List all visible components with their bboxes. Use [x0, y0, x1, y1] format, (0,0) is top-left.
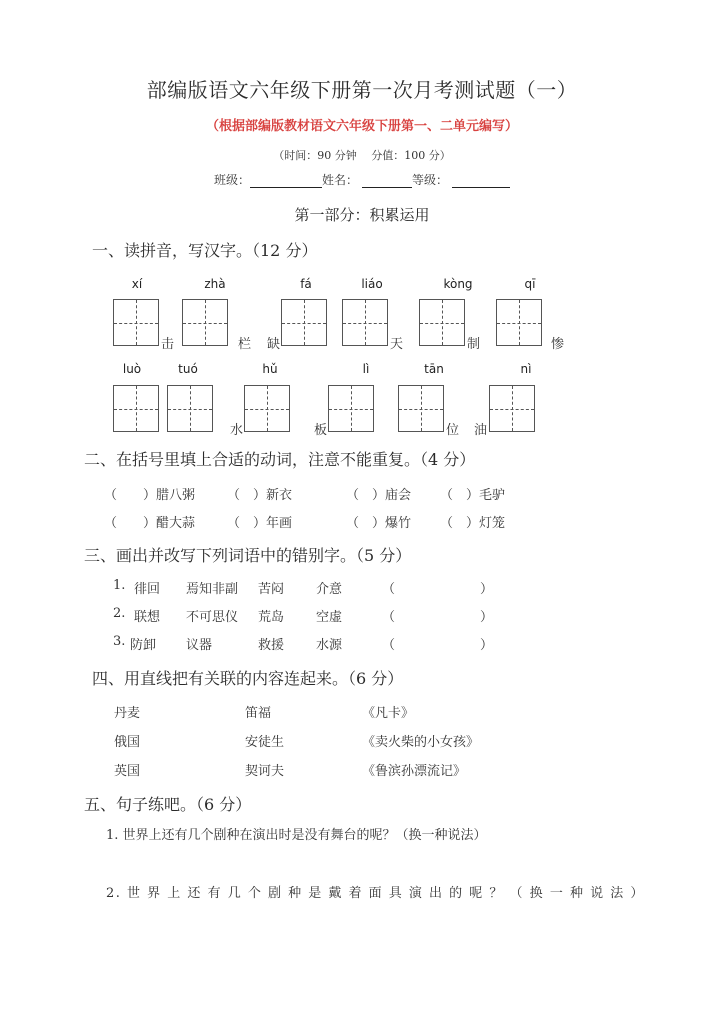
exam-subtitle: （根据部编版教材语文六年级下册第一、二单元编写） — [205, 119, 518, 134]
book[interactable]: 《鲁滨孙漂流记》 — [362, 764, 467, 779]
writing-grid-box[interactable] — [398, 385, 444, 432]
writing-grid-box[interactable] — [489, 385, 535, 432]
exam-title: 部编版语文六年级下册第一次月考测试题（一） — [146, 78, 578, 102]
author[interactable]: 安徒生 — [245, 735, 285, 750]
fill-item[interactable]: （ ）毛驴 — [440, 488, 506, 503]
name-label: 姓名： — [321, 173, 358, 187]
name-field[interactable] — [362, 175, 412, 188]
word: 介意 — [316, 582, 343, 597]
pinyin: hǔ — [262, 362, 278, 376]
pinyin: tān — [424, 362, 444, 376]
answer-close-paren: ） — [480, 610, 494, 625]
word-char: 板 — [314, 423, 328, 438]
student-info-fields — [0, 171, 724, 188]
word: 焉知非副 — [186, 582, 239, 597]
author[interactable]: 笛福 — [245, 706, 272, 721]
pinyin: kòng — [443, 277, 473, 291]
exam-meta: （时间：90 分钟 分值：100 分） — [273, 149, 451, 162]
answer-open-paren[interactable]: （ — [382, 610, 396, 625]
word: 议器 — [186, 638, 213, 653]
answer-open-paren[interactable]: （ — [382, 582, 396, 597]
q2-heading: 二、在括号里填上合适的动词，注意不能重复。（4 分） — [84, 450, 476, 469]
country[interactable]: 丹麦 — [114, 706, 141, 721]
author[interactable]: 契诃夫 — [245, 764, 285, 779]
q1-heading: 一、读拼音，写汉字。（12 分） — [92, 241, 318, 260]
fill-item[interactable]: （ ）腊八粥 — [104, 488, 196, 503]
country[interactable]: 俄国 — [114, 735, 141, 750]
word: 徘回 — [134, 582, 161, 597]
writing-grid-box[interactable] — [342, 299, 388, 346]
fill-item[interactable]: （ ）新衣 — [227, 488, 293, 503]
writing-grid-box[interactable] — [328, 385, 374, 432]
word: 苦闷 — [258, 582, 285, 597]
word-char: 缺 — [267, 337, 281, 352]
grade-label: 等级： — [412, 173, 449, 187]
writing-grid-box[interactable] — [182, 299, 228, 346]
book[interactable]: 《卖火柴的小女孩》 — [362, 735, 480, 750]
writing-grid-box[interactable] — [113, 385, 159, 432]
word: 防卸 — [130, 638, 157, 653]
pinyin: xí — [131, 277, 143, 291]
fill-item[interactable]: （ ）爆竹 — [346, 516, 412, 531]
word: 联想 — [134, 610, 161, 625]
word: 荒岛 — [258, 610, 285, 625]
part-title: 第一部分：积累运用 — [294, 206, 430, 224]
writing-grid-box[interactable] — [113, 299, 159, 346]
answer-open-paren[interactable]: （ — [382, 638, 396, 653]
class-label: 班级： — [213, 173, 250, 187]
q5-heading: 五、句子练吧。（6 分） — [84, 795, 252, 814]
pinyin: qī — [524, 277, 536, 291]
country[interactable]: 英国 — [114, 764, 141, 779]
word-char: 油 — [474, 423, 488, 438]
q4-heading: 四、用直线把有关联的内容连起来。（6 分） — [92, 669, 404, 688]
answer-close-paren: ） — [480, 638, 494, 653]
word: 救援 — [258, 638, 285, 653]
pinyin: fá — [300, 277, 312, 291]
word-char: 水 — [230, 423, 244, 438]
pinyin: nì — [520, 362, 532, 376]
pinyin: lì — [362, 362, 370, 376]
writing-grid-box[interactable] — [167, 385, 213, 432]
answer-close-paren: ） — [480, 582, 494, 597]
word-char: 位 — [446, 423, 460, 438]
word-char: 击 — [161, 337, 175, 352]
pinyin: luò — [122, 362, 142, 376]
word-char: 天 — [390, 337, 404, 352]
row-number: 3. — [113, 634, 126, 649]
writing-grid-box[interactable] — [496, 299, 542, 346]
writing-grid-box[interactable] — [244, 385, 290, 432]
class-field[interactable] — [250, 175, 322, 188]
grade-field[interactable] — [452, 175, 510, 188]
row-number: 1. — [113, 578, 126, 593]
fill-item[interactable]: （ ）年画 — [227, 516, 293, 531]
word: 空虚 — [316, 610, 343, 625]
pinyin: tuó — [178, 362, 198, 376]
pinyin: liáo — [361, 277, 383, 291]
writing-grid-box[interactable] — [281, 299, 327, 346]
sentence-item: 1. 世界上还有几个剧种在演出时是没有舞台的呢？（换一种说法） — [106, 828, 487, 843]
pinyin: zhà — [204, 277, 226, 291]
word-char: 制 — [467, 337, 481, 352]
word-char: 惨 — [551, 337, 565, 352]
word: 水源 — [316, 638, 343, 653]
sentence-item: 2. 世 界 上 还 有 几 个 剧 种 是 戴 着 面 具 演 出 的 呢 ？ （ 换 一 种 说 法 ） — [106, 886, 645, 901]
writing-grid-box[interactable] — [419, 299, 465, 346]
book[interactable]: 《凡卡》 — [362, 706, 415, 721]
fill-item[interactable]: （ ）庙会 — [346, 488, 412, 503]
fill-item[interactable]: （ ）醋大蒜 — [104, 516, 196, 531]
word-char: 栏 — [238, 337, 252, 352]
word: 不可思仪 — [186, 610, 239, 625]
q3-heading: 三、画出并改写下列词语中的错别字。（5 分） — [84, 546, 412, 565]
row-number: 2. — [113, 606, 126, 621]
fill-item[interactable]: （ ）灯笼 — [440, 516, 506, 531]
